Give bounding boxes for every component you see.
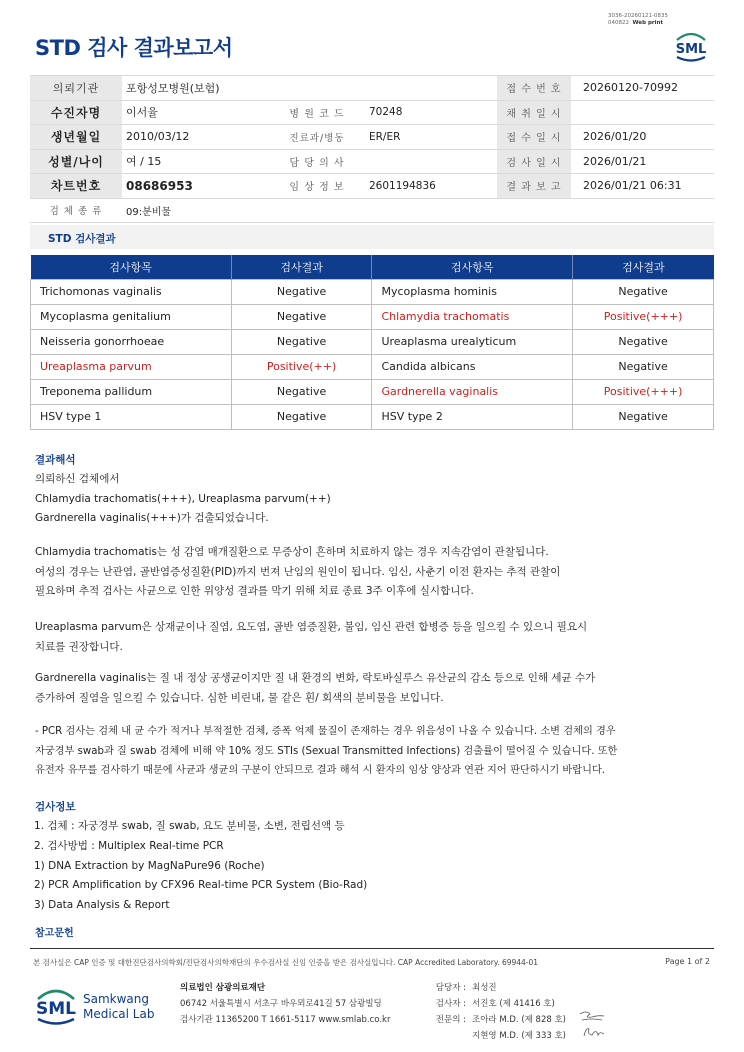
- info-row: [30, 100, 714, 125]
- test-name: Candida albicans: [372, 354, 573, 379]
- document-code: 3036-20260121-0835 040822 Web print: [608, 13, 668, 26]
- signature-icon: [580, 1025, 610, 1039]
- test-result: Negative: [573, 279, 714, 304]
- test-result-positive: Positive(++): [231, 354, 372, 379]
- signature-icon: [578, 1009, 608, 1023]
- sml-logo-icon: [671, 26, 711, 64]
- info-label: 접 수 번 호: [497, 76, 571, 101]
- info-row: [30, 149, 714, 174]
- patient-info-table: [30, 75, 714, 223]
- staff-row: 검사자 : 서진호 (제 41416 호): [435, 999, 555, 1009]
- staff-row: 담당자 : 최성진: [435, 983, 497, 993]
- test-name: HSV type 2: [372, 404, 573, 429]
- svg-text:Medical Lab: Medical Lab: [83, 1007, 155, 1021]
- results-header-row: [31, 255, 714, 279]
- info-label: 성별/나이: [30, 149, 122, 174]
- staff-row: 전문의 : 조아라 M.D. (제 828 호): [435, 1015, 567, 1025]
- accreditation-note: 본 검사실은 CAP 인증 및 대한진단검사의학회/진단검사의학재단의 우수검사실 신임 인증을 받은 검사실입니다. CAP Accredited Laboratory. 69944-01: [33, 958, 539, 967]
- svg-text:SML: SML: [36, 999, 76, 1019]
- results-section-header: [30, 225, 714, 249]
- test-result: Negative: [231, 404, 372, 429]
- table-row: [31, 379, 714, 404]
- info-value: 2026/01/21: [571, 149, 714, 174]
- results-section-title: STD 검사결과: [48, 233, 116, 245]
- test-name: Ureaplasma urealyticum: [372, 329, 573, 354]
- info-label: 병 원 코 드: [277, 100, 357, 125]
- info-row: [30, 125, 714, 150]
- info-value: 08686953: [122, 174, 277, 199]
- info-label: 검 체 종 류: [30, 198, 122, 223]
- results-table: [30, 255, 714, 430]
- test-name-positive: Chlamydia trachomatis: [372, 304, 573, 329]
- info-row: [30, 174, 714, 199]
- info-value: 20260120-70992: [571, 76, 714, 101]
- info-label: 수진자명: [30, 100, 122, 125]
- list-item: 3) Data Analysis & Report: [34, 899, 170, 912]
- page-number: Page 1 of 2: [665, 957, 710, 966]
- info-value: 2026/01/20: [571, 125, 714, 150]
- interpretation-chlamydia: Chlamydia trachomatis는 성 감염 매개질환으로 무증상이 흔하며 치료하지 않는 경우 지속감염이 관찰됩니다. 여성의 경우는 난관염, 골반염증성질환(PID)까지 번져 난임의 원인이 됩니다. 임신, 사춘기 이전 환자는 추적 관찰이 필요하며 추적 검사는 사균으로 인한 위양성 결과를 막기 위해 치료 종료 3주 이후에 실시합니다.: [35, 546, 561, 597]
- references-title: 참고문헌: [35, 928, 74, 939]
- interpretation-title: 결과해석: [35, 454, 76, 466]
- info-value: 2601194836: [357, 174, 497, 199]
- svg-text:SML: SML: [675, 42, 707, 57]
- svg-text:Samkwang: Samkwang: [83, 992, 149, 1006]
- info-label: 진료과/병동: [277, 125, 357, 150]
- staff-info: [428, 980, 566, 1044]
- test-name: Mycoplasma hominis: [372, 279, 573, 304]
- column-header: 검사항목: [372, 255, 573, 279]
- table-row: [31, 329, 714, 354]
- info-value: [357, 149, 497, 174]
- info-label: 채 취 일 시: [497, 100, 571, 125]
- table-row: [31, 304, 714, 329]
- interpretation-pcr-note: - PCR 검사는 검체 내 균 수가 적거나 부적절한 검체, 증폭 억제 물질이 존재하는 경우 위음성이 나올 수 있습니다. 소변 검체의 경우 자궁경부 swab과 질 swab 검체에 비해 약 10% 정도 STIs (Sexual Transmitted Infections) 검출률이 떨어질 수 있습니다. 또한 유전자 유무를 검사하기 때문에 사균과 생균의 구분이 안되므로 결과 해석 시 환자의 임상 양상과 연관 지어 판단하시기 바랍니다.: [35, 726, 618, 776]
- test-result-positive: Positive(+++): [573, 379, 714, 404]
- test-name-positive: Gardnerella vaginalis: [372, 379, 573, 404]
- organization-info: 의료법인 삼광의료재단 06742 서울특별시 서초구 바우뫼로41길 57 삼광빌딩 검사기관 11365200 T 1661-5117 www.smlab.co.kr: [180, 983, 391, 1025]
- info-value: 이서율: [122, 100, 277, 125]
- info-label: 담 당 의 사: [277, 149, 357, 174]
- interpretation-ureaplasma: Ureaplasma parvum은 상재균이나 질염, 요도염, 골반 염증질환, 불임, 임신 관련 합병증 등을 일으킬 수 있으니 필요시 치료를 권장합니다.: [35, 621, 588, 653]
- list-item: 2) PCR Amplification by CFX96 Real-time PCR System (Bio-Rad): [34, 879, 368, 892]
- test-result: Negative: [231, 279, 372, 304]
- info-label: 결 과 보 고: [497, 174, 571, 199]
- footer-divider: [30, 948, 714, 949]
- test-name: Neisseria gonorrhoeae: [31, 329, 232, 354]
- info-value: 2010/03/12: [122, 125, 277, 150]
- test-result: Negative: [231, 379, 372, 404]
- test-result: Negative: [573, 404, 714, 429]
- test-result: Negative: [231, 304, 372, 329]
- column-header: 검사항목: [31, 255, 232, 279]
- column-header: 검사결과: [231, 255, 372, 279]
- info-value: [571, 100, 714, 125]
- interpretation-summary: 의뢰하신 검체에서 Chlamydia trachomatis(+++), Ureaplasma parvum(++) Gardnerella vaginalis(+++)가 검출되었습니다.: [35, 473, 331, 524]
- test-result: Negative: [231, 329, 372, 354]
- info-value: 포항성모병원(보험): [122, 76, 497, 101]
- test-name: Treponema pallidum: [31, 379, 232, 404]
- test-result-positive: Positive(+++): [573, 304, 714, 329]
- samkwang-logo-icon: [36, 983, 166, 1028]
- test-name: Trichomonas vaginalis: [31, 279, 232, 304]
- list-item: 1) DNA Extraction by MagNaPure96 (Roche): [34, 859, 265, 872]
- test-result: Negative: [573, 354, 714, 379]
- info-value: 09:분비물: [122, 198, 714, 223]
- info-value: 여 / 15: [122, 149, 277, 174]
- info-value: 70248: [357, 100, 497, 125]
- list-item: 1. 검체 : 자궁경부 swab, 질 swab, 요도 분비물, 소변, 전립선액 등: [34, 820, 345, 832]
- staff-row: 지현영 M.D. (제 333 호): [472, 1031, 567, 1041]
- info-label: 의뢰기관: [30, 76, 122, 101]
- table-row: [31, 279, 714, 304]
- info-label: 차트번호: [30, 174, 122, 199]
- test-info-list: [34, 817, 367, 916]
- test-info-title: 검사정보: [35, 801, 76, 813]
- info-label: 검 사 일 시: [497, 149, 571, 174]
- list-item: 2. 검사방법 : Multiplex Real-time PCR: [34, 839, 224, 852]
- info-value: ER/ER: [357, 125, 497, 150]
- info-row: [30, 76, 714, 101]
- info-label: 접 수 일 시: [497, 125, 571, 150]
- test-name: HSV type 1: [31, 404, 232, 429]
- info-label: 생년월일: [30, 125, 122, 150]
- info-label: 임 상 정 보: [277, 174, 357, 199]
- info-row: [30, 198, 714, 223]
- test-name: Mycoplasma genitalium: [31, 304, 232, 329]
- table-row: [31, 354, 714, 379]
- test-name-positive: Ureaplasma parvum: [31, 354, 232, 379]
- interpretation-gardnerella: Gardnerella vaginalis는 질 내 정상 공생균이지만 질 내 환경의 변화, 락토바실루스 유산균의 감소 등으로 인해 세균 수가 증가하여 질염을 일으킬 수 있습니다. 심한 비린내, 물 같은 흰/ 회색의 분비물을 보입니다.: [35, 672, 596, 704]
- column-header: 검사결과: [573, 255, 714, 279]
- table-row: [31, 404, 714, 429]
- info-value: 2026/01/21 06:31: [571, 174, 714, 199]
- test-result: Negative: [573, 329, 714, 354]
- page-title: STD 검사 결과보고서: [35, 36, 233, 60]
